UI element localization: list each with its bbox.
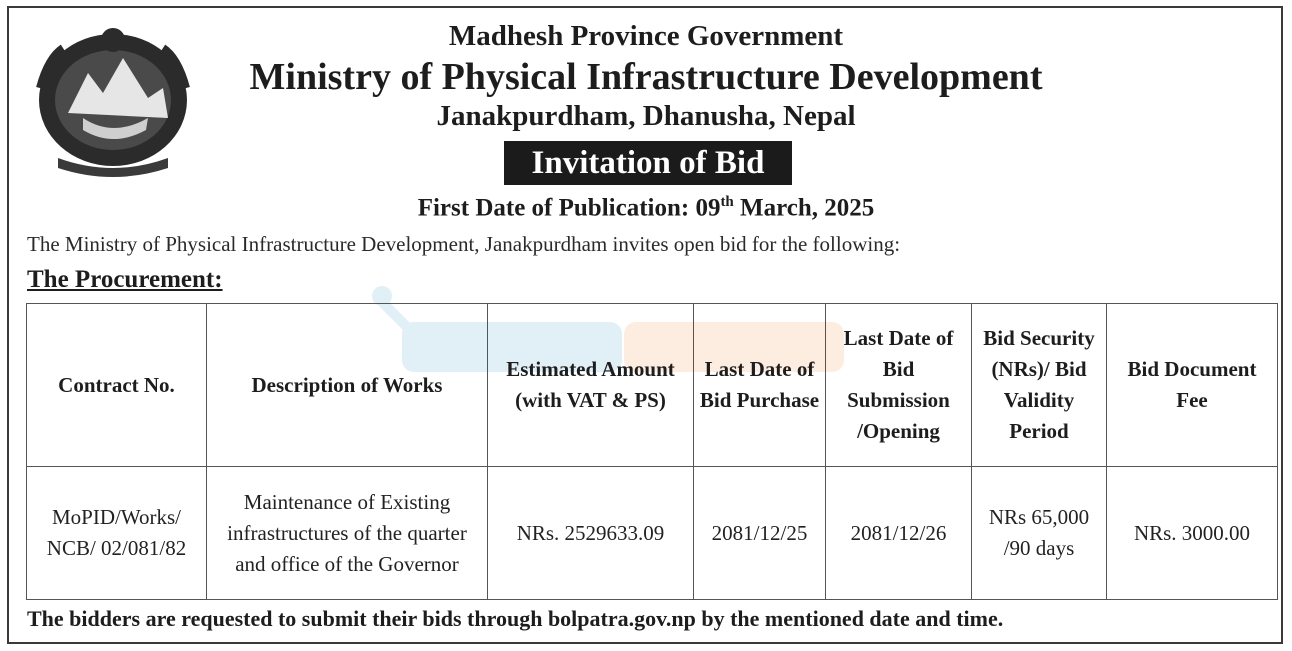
- province-name: Madhesh Province Government: [448, 20, 844, 52]
- publication-date: [0, 194, 1292, 222]
- header-description: Description of Works: [207, 304, 488, 467]
- publication-day-suffix: th: [720, 194, 734, 210]
- header-contract-no: Contract No.: [27, 304, 207, 467]
- procurement-table: [26, 303, 1278, 600]
- header-estimated-amount: Estimated Amount (with VAT & PS): [488, 304, 694, 467]
- cell-contract-no: MoPID/Works/ NCB/ 02/081/82: [27, 467, 207, 600]
- intro-text: The Ministry of Physical Infrastructure Development, Janakpurdham invites open bid for the following:: [27, 232, 901, 256]
- procurement-heading: The Procurement:: [27, 266, 223, 293]
- table-row: [27, 467, 1278, 600]
- cell-submission-date: 2081/12/26: [826, 467, 972, 600]
- header-bid-security: Bid Security (NRs)/ Bid Validity Period: [972, 304, 1107, 467]
- cell-estimated-amount: NRs. 2529633.09: [488, 467, 694, 600]
- notice-title-banner: Invitation of Bid: [504, 141, 792, 185]
- cell-bid-security: NRs 65,000 /90 days: [972, 467, 1107, 600]
- cell-document-fee: NRs. 3000.00: [1107, 467, 1278, 600]
- ministry-address: Janakpurdham, Dhanusha, Nepal: [436, 100, 856, 132]
- header-submission-date: Last Date of Bid Submission /Opening: [826, 304, 972, 467]
- footer-note: The bidders are requested to submit their bids through bolpatra.gov.np by the mentioned date and time.: [27, 606, 1004, 631]
- ministry-name: Ministry of Physical Infrastructure Development: [249, 56, 1043, 98]
- table-header-row: [27, 304, 1278, 467]
- publication-date-label: First Date of Publication: 09: [417, 194, 721, 222]
- header-document-fee: Bid Document Fee: [1107, 304, 1278, 467]
- publication-month-year: March, 2025: [733, 194, 875, 222]
- cell-purchase-date: 2081/12/25: [694, 467, 826, 600]
- cell-description: Maintenance of Existing infrastructures of the quarter and office of the Governor: [207, 467, 488, 600]
- header-purchase-date: Last Date of Bid Purchase: [694, 304, 826, 467]
